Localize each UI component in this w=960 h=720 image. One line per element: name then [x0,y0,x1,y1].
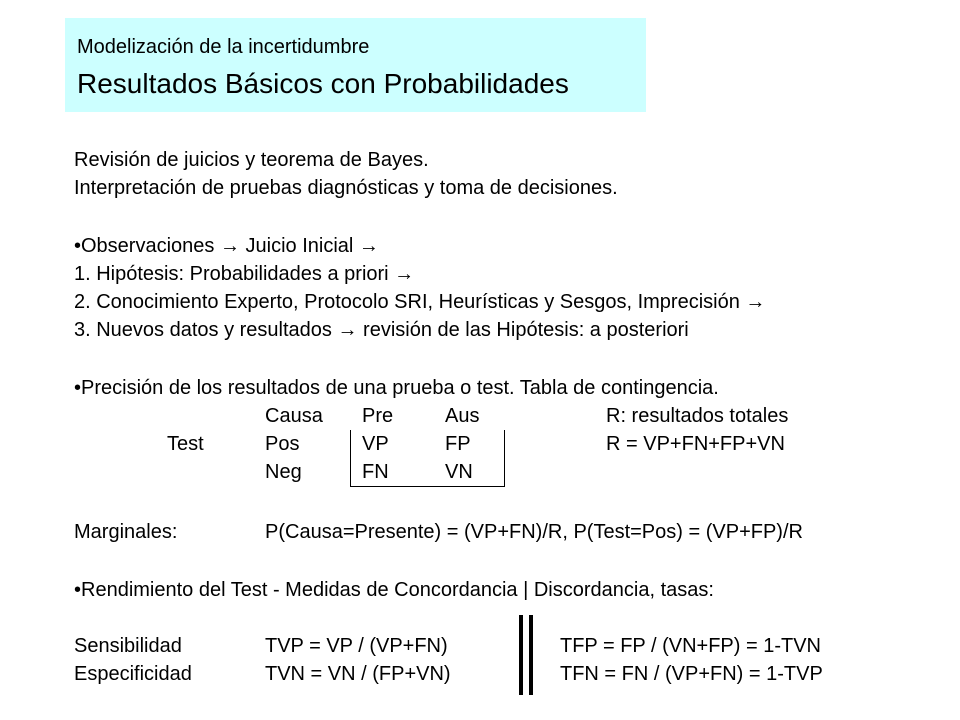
marginales-label: Marginales: [74,521,178,543]
slide-subtitle: Modelización de la incertidumbre [77,36,370,58]
rendimiento-intro: •Rendimiento del Test - Medidas de Concordancia | Discordancia, tasas: [74,579,714,601]
table-cell-vn: VN [445,461,473,483]
table-right-border [504,430,505,486]
especificidad-formula: TVN = VN / (FP+VN) [265,663,451,685]
title-box [65,18,646,112]
note-totales: R: resultados totales [606,405,789,427]
separator-bar-right [529,615,533,695]
steps-line-0: •Observaciones → Juicio Inicial → [74,235,379,257]
sensibilidad-label: Sensibilidad [74,635,182,657]
intro-line-2: Interpretación de pruebas diagnósticas y toma de decisiones. [74,177,618,199]
intro-line-1: Revisión de juicios y teorema de Bayes. [74,149,429,171]
tfp-formula: TFP = FP / (VN+FP) = 1-TVN [560,635,821,657]
steps-line-1: 1. Hipótesis: Probabilidades a priori → [74,263,415,285]
marginales-formula: P(Causa=Presente) = (VP+FN)/R, P(Test=Pos) = (VP+FP)/R [265,521,803,543]
table-row-label-test: Test [167,433,204,455]
note-r-formula: R = VP+FN+FP+VN [606,433,785,455]
table-left-border [350,430,351,486]
precision-intro: •Precisión de los resultados de una prueba o test. Tabla de contingencia. [74,377,719,399]
sensibilidad-formula: TVP = VP / (VP+FN) [265,635,448,657]
slide-title: Resultados Básicos con Probabilidades [77,68,569,99]
table-header-causa: Causa [265,405,323,427]
table-cell-vp: VP [362,433,389,455]
table-row-neg: Neg [265,461,302,483]
table-bottom-border [350,486,505,487]
separator-bar-left [519,615,523,695]
steps-line-3: 3. Nuevos datos y resultados → revisión de las Hipótesis: a posteriori [74,319,689,341]
steps-line-2: 2. Conocimiento Experto, Protocolo SRI, Heurísticas y Sesgos, Imprecisión → [74,291,766,313]
table-cell-fp: FP [445,433,471,455]
tfn-formula: TFN = FN / (VP+FN) = 1-TVP [560,663,823,685]
table-row-pos: Pos [265,433,300,455]
especificidad-label: Especificidad [74,663,192,685]
table-header-pre: Pre [362,405,394,427]
table-header-aus: Aus [445,405,480,427]
table-cell-fn: FN [362,461,389,483]
